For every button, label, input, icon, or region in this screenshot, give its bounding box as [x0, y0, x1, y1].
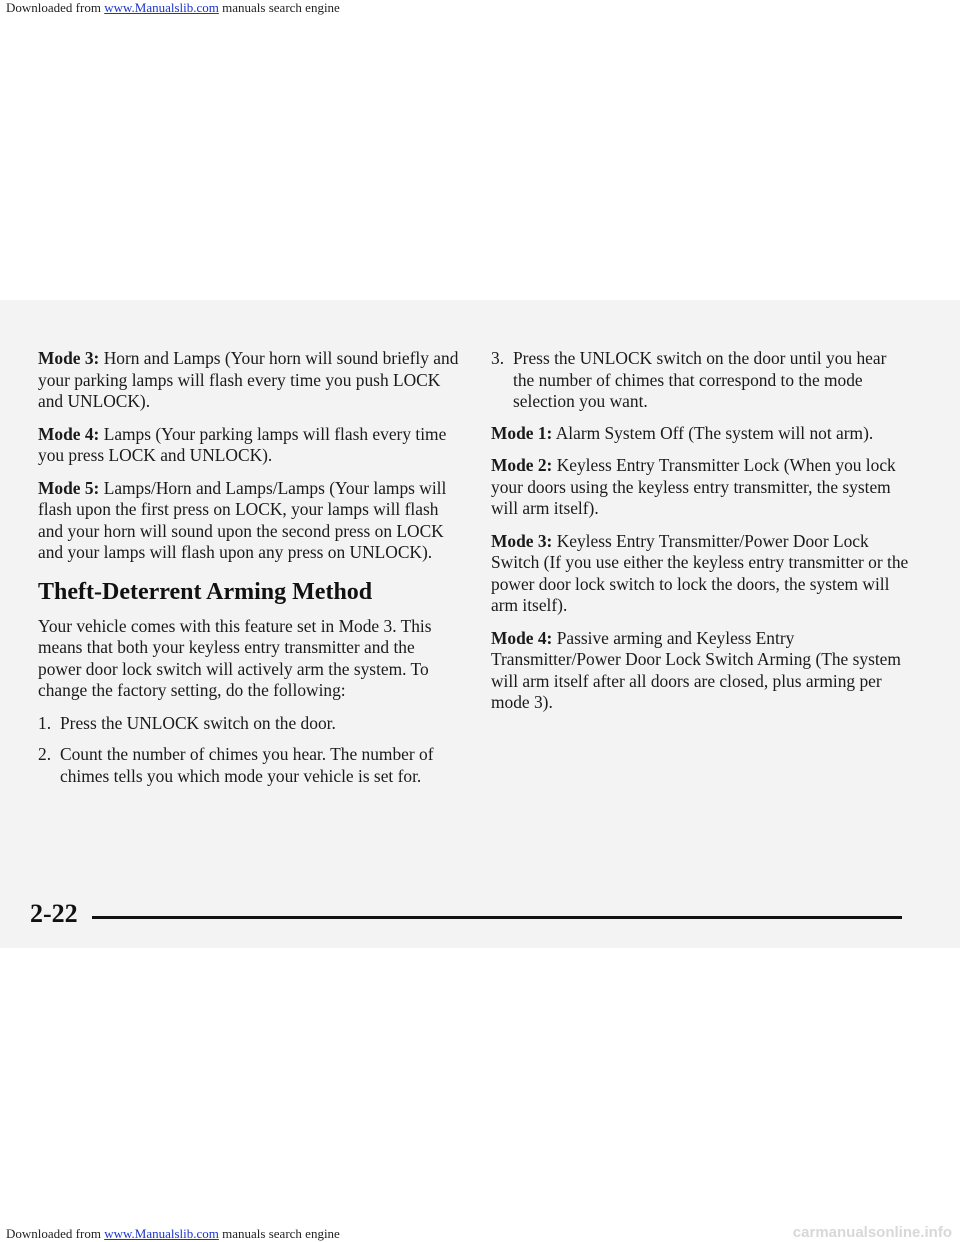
step-number: 1. — [38, 712, 52, 733]
mode2-label: Mode 2: — [491, 455, 553, 475]
mode3-right-label: Mode 3: — [491, 530, 553, 551]
mode3-right-paragraph — [491, 531, 911, 617]
mode4-text: Lamps (Your parking lamps will flash every time you press LOCK and UNLOCK). — [38, 423, 447, 465]
intro-paragraph: Your vehicle comes with this feature set in Mode 3. This means that both your keyless entry transmitter and the power door lock switch will actively arm the system. To change the factory setting, do the following: — [38, 615, 432, 700]
step-number: 2. — [38, 744, 52, 764]
mode4-paragraph — [38, 424, 460, 467]
mode2-paragraph — [491, 455, 911, 520]
mode4-right-text: Passive arming and Keyless Entry Transmitter/Power Door Lock Switch Arming (The system will arm itself after all doors are closed, plus arming per mode 3). — [491, 627, 901, 712]
mode3-label: Mode 3: — [38, 348, 100, 368]
mode2-text: Keyless Entry Transmitter Lock (When you lock your doors using the keyless entry transmitter, the system will arm itself). — [491, 455, 896, 518]
download-banner-bottom — [6, 1226, 340, 1242]
mode3-right-text: Keyless Entry Transmitter/Power Door Lock Switch (If you use either the keyless entry transmitter or the power door lock switch to lock the doors, the system will arm itself). — [491, 530, 909, 615]
right-column — [491, 348, 911, 725]
download-suffix: manuals search engine — [218, 1226, 340, 1241]
watermark: carmanualsonline.info — [792, 1224, 952, 1241]
top-margin — [0, 0, 960, 300]
mode5-text: Lamps/Horn and Lamps/Lamps (Your lamps will flash upon the first press on LOCK, your lamps will flash and your horn will sound upon the second press on LOCK and your lamps will flash upon any press on UNLOCK). — [38, 477, 447, 562]
download-suffix: manuals search engine — [218, 0, 340, 15]
mode1-label: Mode 1: — [491, 422, 553, 443]
step-text: Press the UNLOCK switch on the door until you hear the number of chimes that correspond to the mode selection you want. — [513, 348, 887, 411]
mode5-paragraph — [38, 478, 460, 564]
mode4-right-label: Mode 4: — [491, 627, 553, 648]
section-heading: Theft-Deterrent Arming Method — [38, 578, 373, 605]
manualslib-link[interactable]: www.Manualslib.com — [104, 1226, 219, 1241]
download-prefix: Downloaded from — [6, 0, 105, 15]
step-item — [491, 348, 911, 413]
step-text: Count the number of chimes you hear. The number of chimes tells you which mode your vehicle is set for. — [60, 744, 434, 786]
page-number: 2-22 — [30, 899, 78, 928]
download-prefix: Downloaded from — [6, 1226, 105, 1241]
footer-rule — [92, 916, 902, 919]
manualslib-link[interactable]: www.Manualslib.com — [104, 0, 219, 15]
mode1-paragraph — [491, 423, 911, 445]
mode4-right-paragraph — [491, 628, 911, 714]
download-banner-top — [6, 0, 340, 16]
mode4-label: Mode 4: — [38, 423, 100, 444]
left-column — [38, 348, 460, 797]
mode5-label: Mode 5: — [38, 477, 100, 498]
mode1-text: Alarm System Off (The system will not arm). — [552, 422, 874, 443]
step-text: Press the UNLOCK switch on the door. — [60, 712, 336, 733]
mode3-text: Horn and Lamps (Your horn will sound briefly and your parking lamps will flash every time you push LOCK and UNLOCK). — [38, 348, 459, 411]
step-item — [38, 744, 460, 787]
mode3-paragraph — [38, 348, 460, 413]
step-item — [38, 713, 460, 735]
step-number: 3. — [491, 348, 505, 368]
